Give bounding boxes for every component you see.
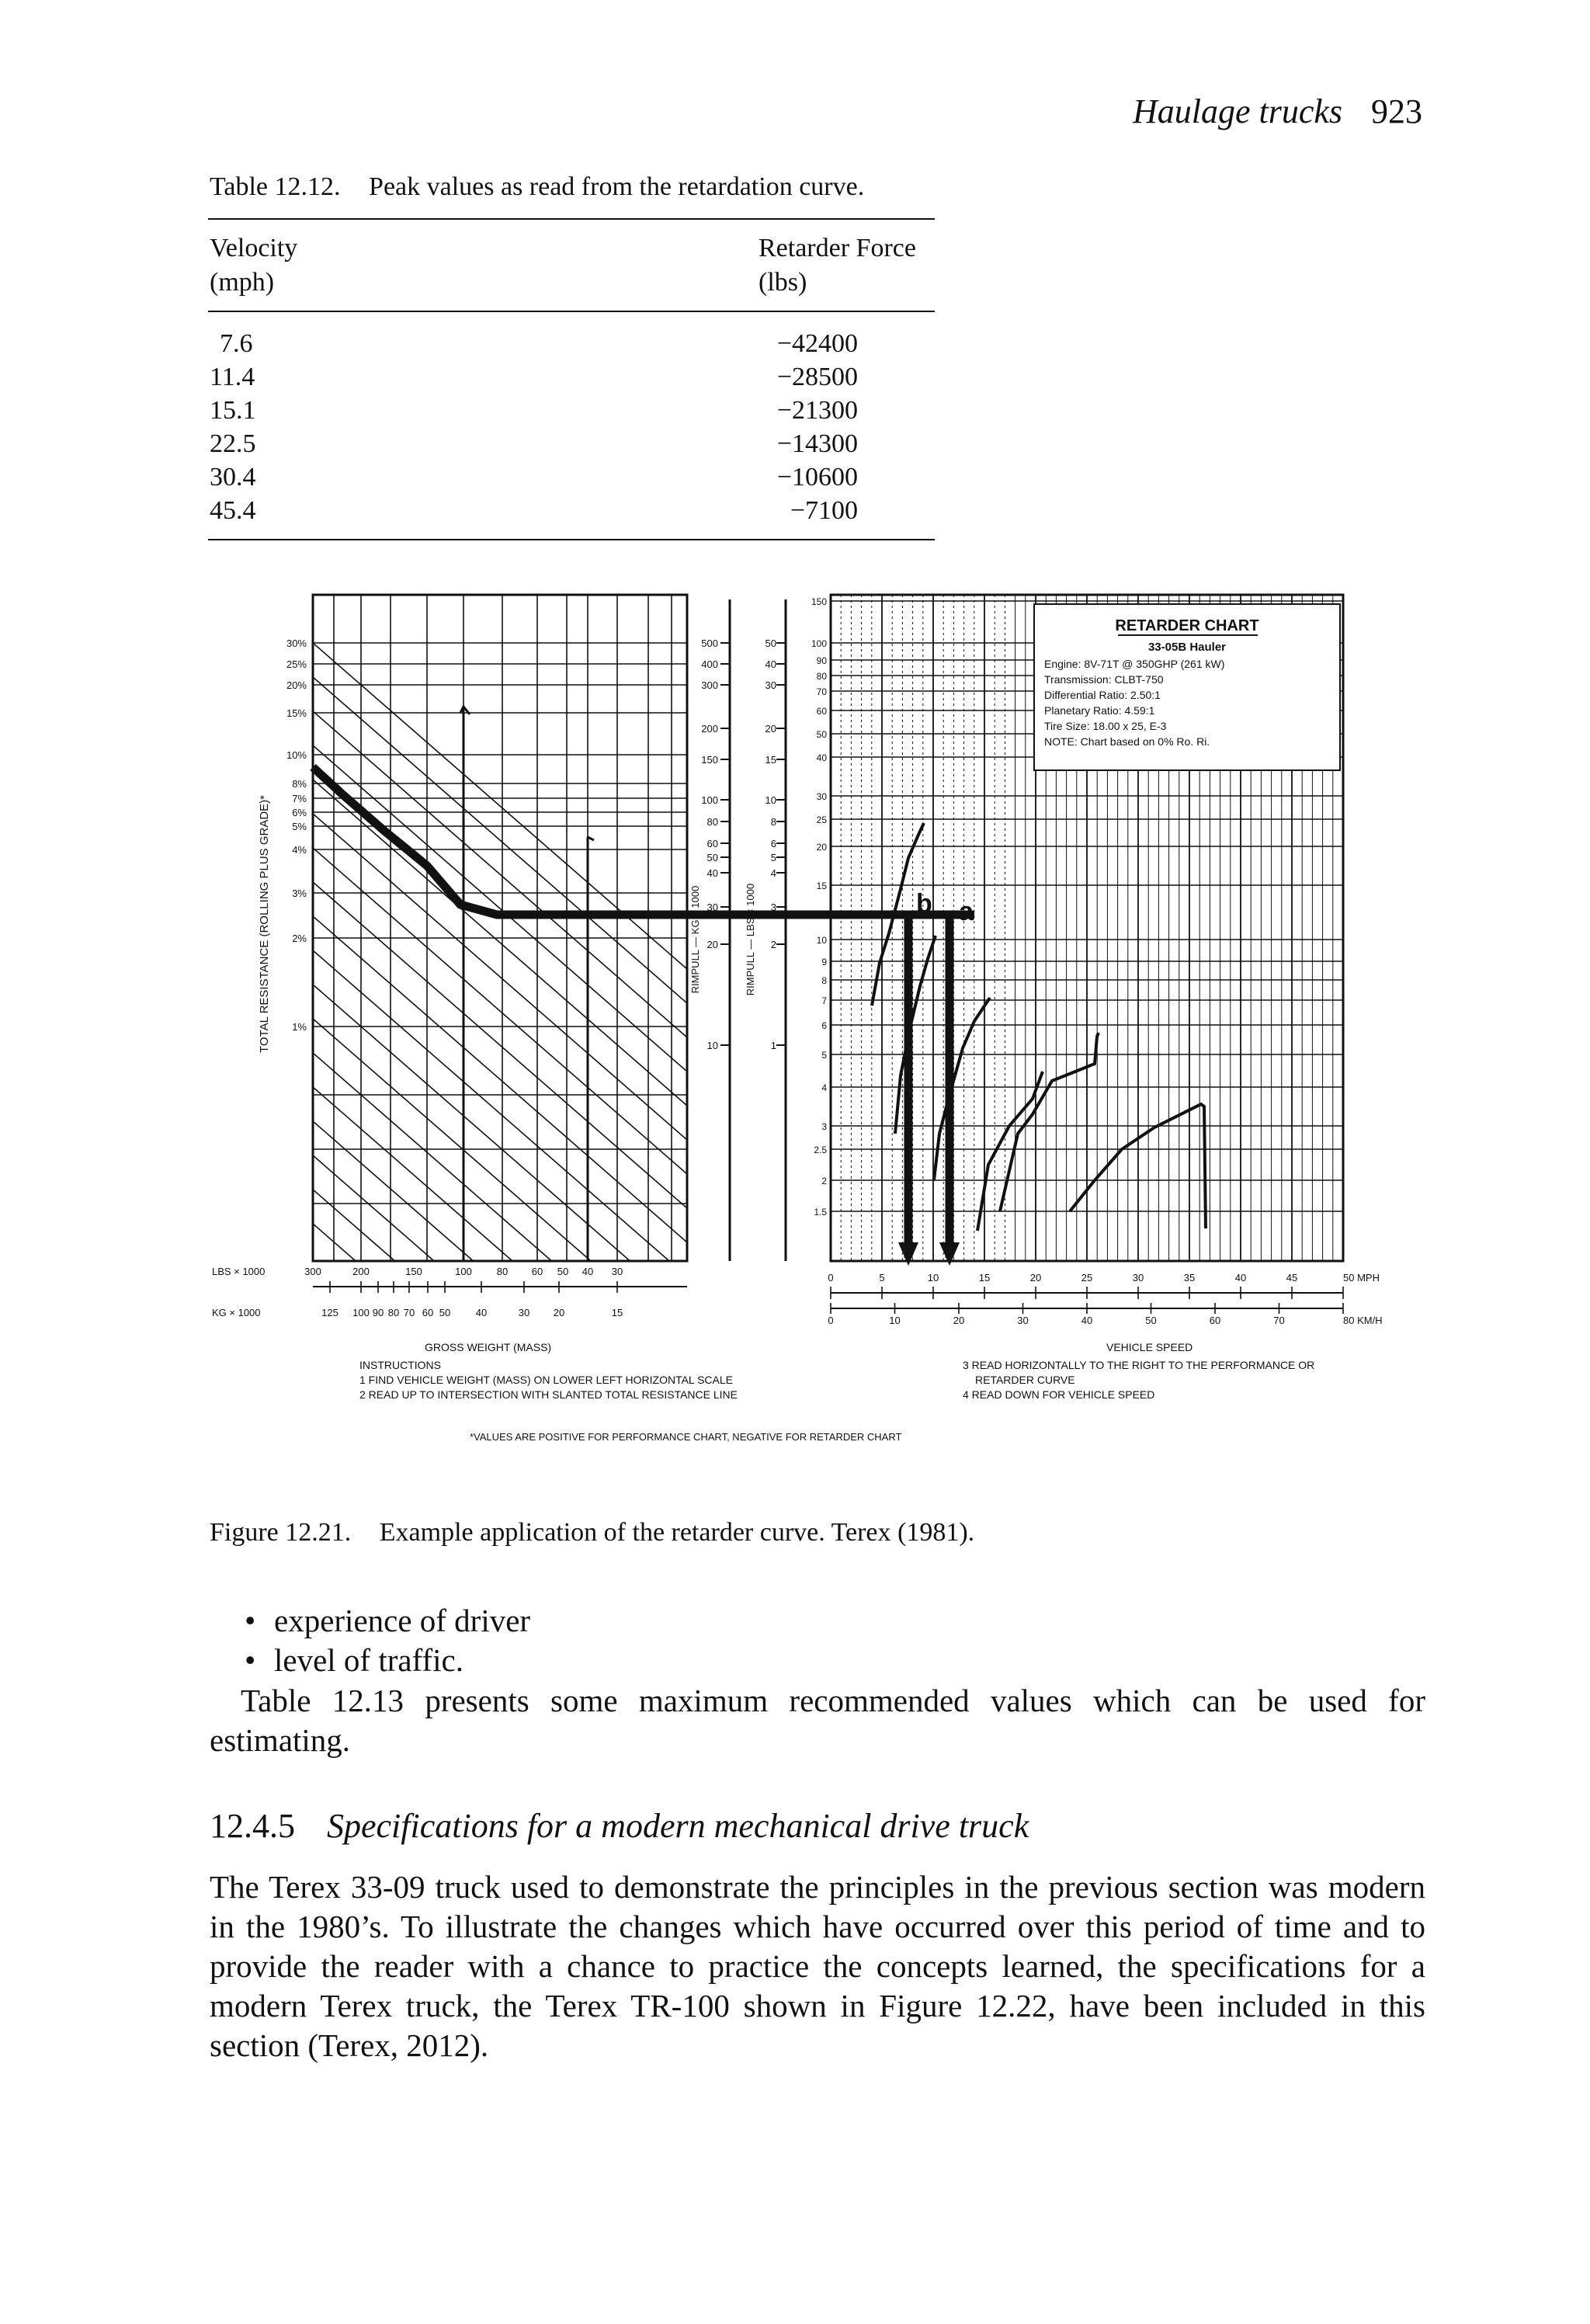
mph-tick-label: 25: [1081, 1272, 1093, 1284]
paragraph-line: provide the reader with a chance to practice the concepts learned, the specifications for a: [210, 1948, 1425, 1984]
resistance-tick-label: 4%: [292, 844, 307, 856]
speed-grid-tick-label: 1.5: [814, 1207, 827, 1218]
header-velocity-line2: (mph): [210, 268, 275, 297]
rimpull-lbs-tick-label: 1: [770, 1040, 776, 1051]
resistance-slant-line: [313, 1053, 687, 1379]
resistance-slanted-lines: [313, 643, 687, 1460]
resistance-slant-line: [313, 677, 687, 1003]
running-head: [1133, 92, 1422, 131]
resistance-tick-label: 10%: [286, 749, 307, 761]
speed-grid-tick-label: 90: [816, 655, 827, 666]
paragraph-line: The Terex 33-09 truck used to demonstrate the principles in the previous section was modern: [210, 1869, 1425, 1905]
vehicle-speed-label: VEHICLE SPEED: [1106, 1341, 1193, 1353]
legend-line: NOTE: Chart based on 0% Ro. Ri.: [1044, 735, 1210, 748]
section-number: 12.4.5: [210, 1807, 295, 1845]
weight-scale-ticks: [304, 1266, 687, 1318]
speed-grid-tick-label: 150: [811, 596, 827, 607]
kg-scale-label: KG × 1000: [212, 1307, 261, 1318]
rimpull-lbs-tick-label: 30: [765, 679, 776, 691]
retarder-curve-gear4: [977, 1072, 1043, 1231]
gross-weight-label: GROSS WEIGHT (MASS): [425, 1341, 552, 1353]
list-item: [245, 1602, 530, 1639]
kmh-scale-ticks: [828, 1303, 1382, 1326]
lbs-tick-label: 200: [352, 1266, 370, 1277]
resistance-slant-line: [313, 1019, 687, 1345]
speed-grid-tick-label: 25: [816, 815, 827, 825]
retarder-chart-figure: [198, 590, 1425, 1460]
retarder-curve-gear2: [895, 936, 936, 1134]
kmh-tick-label: 10: [889, 1315, 901, 1326]
rimpull-lbs-tick-label: 4: [770, 867, 776, 879]
figure-footnote: *VALUES ARE POSITIVE FOR PERFORMANCE CHART, NEGATIVE FOR RETARDER CHART: [470, 1431, 902, 1443]
bullet-icon: •: [245, 1642, 256, 1678]
resistance-tick-label: 6%: [292, 807, 307, 818]
marker-a: a: [959, 897, 974, 926]
lbs-tick-label: 150: [405, 1266, 422, 1277]
table-cell-force: −28500: [776, 363, 858, 391]
table-cell-velocity: 30.4: [210, 463, 256, 492]
table-cell-velocity: 7.6: [220, 329, 253, 358]
kg-tick-label: 100: [352, 1307, 370, 1318]
resistance-grid: [313, 595, 687, 1261]
mph-tick-label: 0: [828, 1272, 834, 1284]
instruction-4: 4 READ DOWN FOR VEHICLE SPEED: [963, 1388, 1155, 1401]
speed-grid-tick-label: 10: [816, 935, 827, 946]
resistance-slant-line: [313, 1190, 687, 1460]
marker-b: b: [916, 889, 932, 919]
table-caption: [210, 172, 864, 202]
lbs-tick-label: 50: [557, 1266, 569, 1277]
lbs-tick-label: 40: [581, 1266, 594, 1277]
table-header-rule: [208, 311, 935, 312]
instructions-title: INSTRUCTIONS: [359, 1359, 441, 1371]
kmh-tick-label: 0: [828, 1315, 834, 1326]
speed-grid-tick-label: 100: [811, 638, 827, 649]
lbs-tick-label: 300: [304, 1266, 321, 1277]
kg-tick-label: 40: [475, 1307, 488, 1318]
rimpull-lbs-label: RIMPULL — LBS × 1000: [745, 883, 756, 996]
rimpull-lbs-tick-label: 15: [765, 754, 776, 766]
mph-tick-label: 45: [1286, 1272, 1298, 1284]
section-title: Specifications for a modern mechanical drive truck: [327, 1807, 1029, 1845]
rimpull-kg-tick-label: 400: [701, 658, 718, 670]
kmh-tick-label: 60: [1209, 1315, 1221, 1326]
lbs-scale-label: LBS × 1000: [212, 1266, 266, 1277]
lbs-tick-label: 30: [611, 1266, 623, 1277]
retarder-curves: [872, 823, 1206, 1231]
rimpull-kg-tick-label: 100: [701, 794, 718, 806]
rimpull-lbs-tick-label: 10: [765, 794, 776, 806]
speed-grid-tick-label: 80: [816, 671, 827, 682]
speed-grid-tick-label: 8: [821, 975, 827, 986]
table-header-force: [759, 231, 916, 300]
rimpull-kg-tick-label: 40: [706, 867, 718, 879]
rimpull-kg-tick-label: 30: [706, 901, 718, 913]
resistance-slant-line: [313, 882, 687, 1208]
mph-tick-label: 40: [1234, 1272, 1247, 1284]
rimpull-kg-tick-label: 200: [701, 723, 718, 735]
table-cell-force: −21300: [776, 396, 858, 425]
table-number: Table 12.12.: [210, 172, 341, 201]
kmh-tick-label: 30: [1017, 1315, 1029, 1326]
speed-grid-tick-label: 5: [821, 1050, 827, 1061]
rimpull-kg-tick-label: 500: [701, 637, 718, 649]
rimpull-kg-tick-label: 50: [706, 852, 718, 863]
resistance-panel-frame: [313, 595, 687, 1261]
kg-tick-label: 20: [553, 1307, 565, 1318]
table-cell-velocity: 11.4: [210, 363, 255, 391]
speed-grid-tick-label: 40: [816, 752, 827, 763]
mph-tick-label: 10: [927, 1272, 939, 1284]
legend-title: RETARDER CHART: [1115, 617, 1259, 634]
mph-tick-label: 15: [978, 1272, 991, 1284]
list-item: [245, 1641, 463, 1679]
resistance-tick-label: 30%: [286, 637, 307, 649]
rimpull-kg-tick-label: 20: [706, 939, 718, 950]
resistance-tick-labels: [286, 637, 307, 1033]
lbs-tick-label: 100: [455, 1266, 472, 1277]
resistance-slant-line: [313, 745, 687, 1072]
mph-tick-label: 20: [1029, 1272, 1042, 1284]
kmh-tick-label: 50: [1145, 1315, 1157, 1326]
kmh-tick-label: 40: [1081, 1315, 1093, 1326]
speed-grid-tick-label: 2: [821, 1176, 827, 1186]
resistance-tick-label: 15%: [286, 707, 307, 719]
table-cell-force: −10600: [776, 463, 858, 492]
table-cell-force: −14300: [776, 429, 858, 458]
speed-grid-tick-label: 7: [821, 995, 827, 1006]
retarder-curve-gear5: [1000, 1033, 1099, 1211]
legend-line: Transmission: CLBT-750: [1044, 673, 1164, 686]
table-top-rule: [208, 218, 935, 220]
rimpull-kg-label: RIMPULL — KG × 1000: [689, 885, 701, 994]
mph-scale-ticks: [828, 1272, 1380, 1299]
mph-tick-label: 35: [1183, 1272, 1196, 1284]
paragraph-1: Table 12.13 presents some maximum recommended values which can be used for estimating.: [210, 1683, 1425, 1758]
rimpull-kg-tick-label: 60: [706, 838, 718, 849]
kg-tick-label: 80: [387, 1307, 400, 1318]
mph-tick-label: 5: [879, 1272, 885, 1284]
paragraph-line: in the 1980’s. To illustrate the changes which have occurred over this period of time and to: [210, 1909, 1425, 1944]
resistance-slant-line: [313, 814, 687, 1140]
table-cell-velocity: 22.5: [210, 429, 256, 458]
rimpull-lbs-tick-label: 40: [765, 658, 776, 670]
bullet-icon: •: [245, 1603, 256, 1638]
rimpull-tick-labels: [701, 637, 786, 1051]
table-cell-velocity: 15.1: [210, 396, 256, 425]
rimpull-lbs-tick-label: 3: [770, 901, 776, 913]
page-number: 923: [1371, 92, 1422, 130]
kmh-tick-label: 80 KM/H: [1343, 1315, 1383, 1326]
speed-grid-tick-label: 60: [816, 706, 827, 717]
total-resistance-axis-label: TOTAL RESISTANCE (ROLLING PLUS GRADE)*: [258, 794, 271, 1054]
kg-tick-label: 15: [611, 1307, 623, 1318]
resistance-tick-label: 3%: [292, 888, 307, 899]
resistance-slant-line: [313, 643, 687, 969]
rimpull-lbs-tick-label: 50: [765, 637, 776, 649]
instruction-3: 3 READ HORIZONTALLY TO THE RIGHT TO THE PERFORMANCE OR: [963, 1359, 1315, 1371]
resistance-tick-label: 7%: [292, 793, 307, 804]
kmh-tick-label: 70: [1273, 1315, 1285, 1326]
running-head-title: Haulage trucks: [1132, 92, 1342, 130]
speed-grid-tick-label: 2.5: [814, 1145, 827, 1155]
legend-line: Differential Ratio: 2.50:1: [1044, 689, 1161, 701]
legend-line: Tire Size: 18.00 x 25, E-3: [1044, 720, 1167, 732]
mph-tick-label: 50 MPH: [1343, 1272, 1380, 1284]
table-cell-velocity: 45.4: [210, 496, 256, 525]
kg-tick-label: 50: [439, 1307, 451, 1318]
kmh-tick-label: 20: [953, 1315, 965, 1326]
speed-grid-tick-label: 50: [816, 729, 827, 740]
speed-grid-tick-label: 15: [816, 881, 827, 891]
list-item-text: experience of driver: [274, 1603, 531, 1638]
resistance-tick-label: 25%: [286, 658, 307, 670]
header-force-line2: (lbs): [759, 268, 807, 297]
table-caption-text: Peak values as read from the retardation curve.: [369, 172, 865, 201]
rimpull-lbs-tick-label: 20: [765, 723, 776, 735]
table-bottom-rule: [208, 539, 935, 540]
speed-grid-tick-label: 3: [821, 1121, 827, 1132]
kg-tick-label: 125: [321, 1307, 338, 1318]
rimpull-lbs-tick-label: 8: [770, 816, 776, 828]
figure-number: Figure 12.21.: [210, 1518, 352, 1547]
paragraph-line: section (Terex, 2012).: [210, 2027, 489, 2063]
resistance-tick-label: 5%: [292, 821, 307, 832]
legend-line: Planetary Ratio: 4.59:1: [1044, 704, 1155, 717]
resistance-slant-line: [313, 916, 687, 1242]
list-item-text: level of traffic.: [274, 1642, 463, 1678]
instruction-2: 2 READ UP TO INTERSECTION WITH SLANTED TOTAL RESISTANCE LINE: [359, 1388, 738, 1401]
paragraph-2: [210, 1867, 1425, 2065]
kg-tick-label: 30: [518, 1307, 530, 1318]
figure-caption: [210, 1518, 974, 1548]
header-velocity-line1: Velocity: [210, 234, 298, 262]
rimpull-lbs-tick-label: 5: [770, 852, 776, 863]
resistance-tick-label: 8%: [292, 778, 307, 790]
paragraph-line: modern Terex truck, the Terex TR-100 shown in Figure 12.22, have been included in this: [210, 1988, 1425, 2024]
mph-tick-label: 30: [1132, 1272, 1144, 1284]
resistance-tick-label: 1%: [292, 1021, 307, 1033]
instruction-1: 1 FIND VEHICLE WEIGHT (MASS) ON LOWER LEFT HORIZONTAL SCALE: [359, 1374, 733, 1386]
instruction-3-cont: RETARDER CURVE: [975, 1374, 1075, 1386]
kg-tick-label: 90: [372, 1307, 384, 1318]
header-force-line1: Retarder Force: [759, 234, 916, 262]
rimpull-lbs-tick-label: 6: [770, 838, 776, 849]
lbs-tick-label: 60: [531, 1266, 543, 1277]
kg-tick-label: 70: [403, 1307, 415, 1318]
speed-grid-tick-label: 4: [821, 1082, 827, 1093]
speed-grid-tick-label: 70: [816, 686, 827, 697]
table-header-velocity: [210, 231, 326, 300]
section-heading: [210, 1806, 1029, 1846]
speed-grid-tick-label: 20: [816, 842, 827, 853]
lbs-tick-label: 80: [496, 1266, 509, 1277]
table-cell-force: −42400: [776, 329, 858, 358]
kg-tick-label: 60: [422, 1307, 434, 1318]
figure-caption-text: Example application of the retarder curve. Terex (1981).: [379, 1518, 975, 1547]
rimpull-kg-tick-label: 10: [706, 1040, 718, 1051]
resistance-tick-label: 20%: [286, 679, 307, 691]
speed-grid-tick-label: 6: [821, 1020, 827, 1031]
table-cell-force: −7100: [790, 496, 858, 525]
speed-grid-tick-label: 9: [821, 957, 827, 967]
resistance-slant-line: [313, 950, 687, 1277]
rimpull-kg-tick-label: 300: [701, 679, 718, 691]
rimpull-lbs-tick-label: 2: [770, 939, 776, 950]
legend-line: Engine: 8V-71T @ 350GHP (261 kW): [1044, 658, 1225, 670]
resistance-slant-line: [313, 780, 687, 1106]
rimpull-kg-tick-label: 150: [701, 754, 718, 766]
rimpull-kg-tick-label: 80: [706, 816, 718, 828]
speed-grid-tick-label: 30: [816, 791, 827, 802]
resistance-slant-line: [313, 711, 687, 1037]
legend-model: 33-05B Hauler: [1147, 641, 1227, 654]
resistance-slant-line: [313, 848, 687, 1174]
speed-grid-tick-labels: [811, 596, 827, 1218]
resistance-tick-label: 2%: [292, 933, 307, 944]
